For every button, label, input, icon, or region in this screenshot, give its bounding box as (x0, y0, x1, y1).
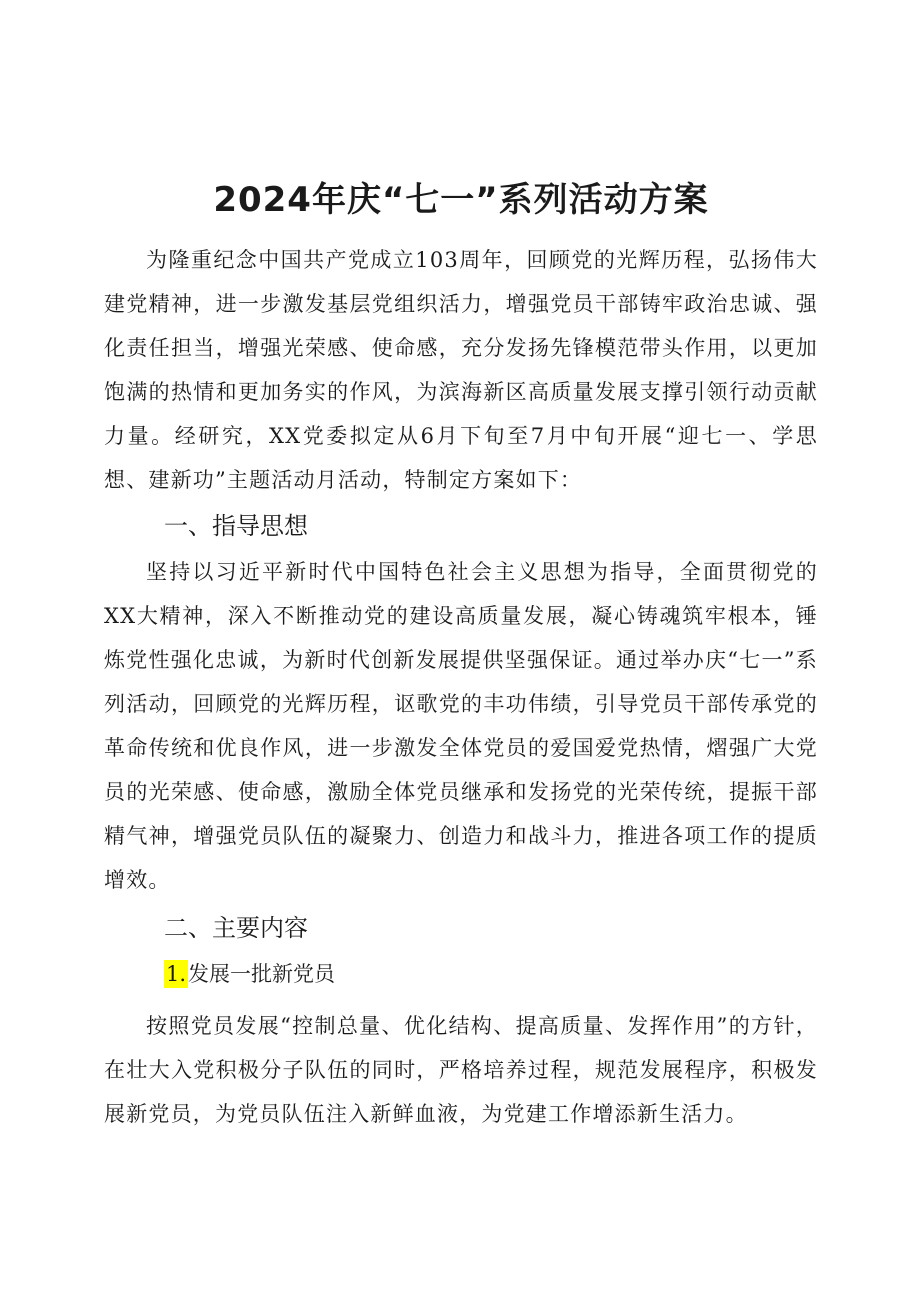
item1-number-highlight: 1. (166, 962, 187, 986)
section1-paragraph: 坚持以习近平新时代中国特色社会主义思想为指导，全面贯彻党的XX大精神，深入不断推动党的建设高质量发展，凝心铸魂筑牢根本，锤炼党性强化忠诚，为新时代创新发展提供坚强保证。通过举办庆“七一”系列活动，回顾党的光辉历程，讴歌党的丰功伟绩，引导党员干部传承党的革命传统和优良作风，进一步激发全体党员的爱国爱党热情，熠强广大党员的光荣感、使命感，激励全体党员继承和发扬党的光荣传统，提振干部精气神，增强党员队伍的凝聚力、创造力和战斗力，推进各项工作的提质增效。 (104, 560, 818, 892)
item1-title: 发展一批新党员 (188, 962, 336, 986)
item1-heading (164, 952, 818, 996)
section1-heading: 一、指导思想 (164, 512, 308, 540)
intro-paragraph: 为隆重纪念中国共产党成立103周年，回顾党的光辉历程，弘扬伟大建党精神，进一步激发基层党组织活力，增强党员干部铸牢政治忠诚、强化责任担当，增强光荣感、使命感，充分发扬先锋模范带头作用，以更加饱满的热情和更加务实的作风，为滨海新区高质量发展支撑引领行动贡献力量。经研究，XX党委拟定从6月下旬至7月中旬开展“迎七一、学思想、建新功”主题活动月活动，特制定方案如下： (104, 248, 818, 492)
section2-heading: 二、主要内容 (164, 914, 308, 942)
item1-paragraph: 按照党员发展“控制总量、优化结构、提高质量、发挥作用”的方针，在壮大入党积极分子队伍的同时，严格培养过程，规范发展程序，积极发展新党员，为党员队伍注入新鲜血液，为党建工作增添新生活力。 (104, 1014, 818, 1126)
document-title: 2024年庆“七一”系列活动方案 (213, 180, 709, 220)
